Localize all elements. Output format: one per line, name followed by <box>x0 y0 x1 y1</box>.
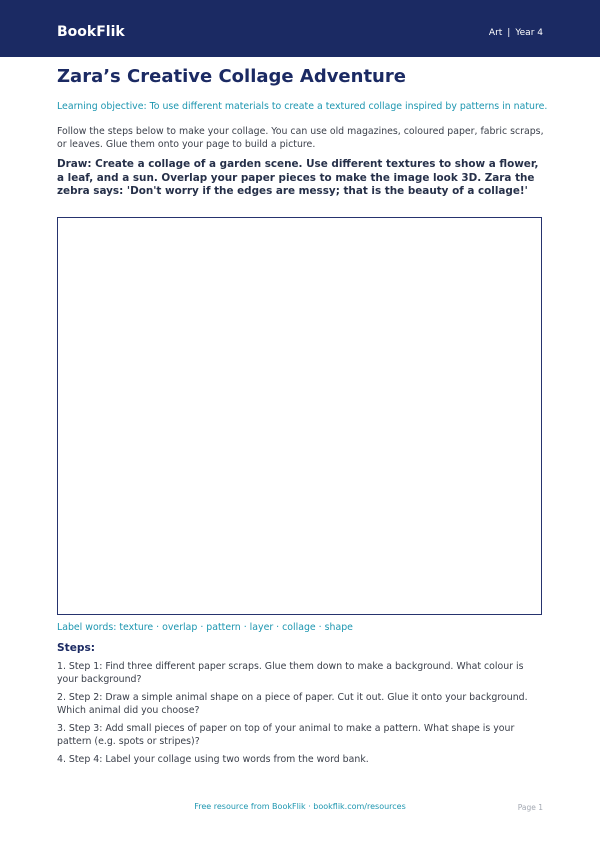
brand-logo[interactable]: BookFlik <box>57 24 125 40</box>
intro-text: Follow the steps below to make your collage. You can use old magazines, coloured paper, fabric scraps, or leaves. Glue them onto your page to build a picture. <box>57 126 544 150</box>
year-label: Year 4 <box>515 28 543 38</box>
page-title: Zara’s Creative Collage Adventure <box>57 66 406 87</box>
footer-credit[interactable]: Free resource from BookFlik · bookflik.com/resources <box>194 802 406 811</box>
drawing-area[interactable] <box>57 217 542 615</box>
step-item: 4. Step 4: Label your collage using two words from the word bank. <box>57 754 369 765</box>
step-item: 3. Step 3: Add small pieces of paper on top of your animal to make a pattern. What shape is your pattern (e.g. spots or stripes)? <box>57 723 515 747</box>
learning-objective: Learning objective: To use different materials to create a textured collage inspired by patterns in nature. <box>57 101 548 112</box>
draw-prompt: Draw: Create a collage of a garden scene. Use different textures to show a flower, a leaf, and a sun. Overlap your paper pieces to make the image look 3D. Zara the zebra says: 'Don't worry if the edges are messy; that is the beauty of a collage!' <box>57 158 539 197</box>
step-item: 2. Step 2: Draw a simple animal shape on a piece of paper. Cut it out. Glue it onto your background. Which animal did you choose? <box>57 692 528 716</box>
subject-label: Art <box>488 28 503 38</box>
meta-separator: | <box>507 28 511 38</box>
label-words: Label words: texture · overlap · pattern · layer · collage · shape <box>57 622 353 633</box>
steps-heading: Steps: <box>57 642 96 654</box>
header-meta <box>489 28 543 38</box>
step-item: 1. Step 1: Find three different paper scraps. Glue them down to make a background. What colour is your background? <box>57 661 524 685</box>
page-number: Page 1 <box>517 803 543 812</box>
header-bar <box>0 0 600 57</box>
steps-list <box>57 660 547 771</box>
